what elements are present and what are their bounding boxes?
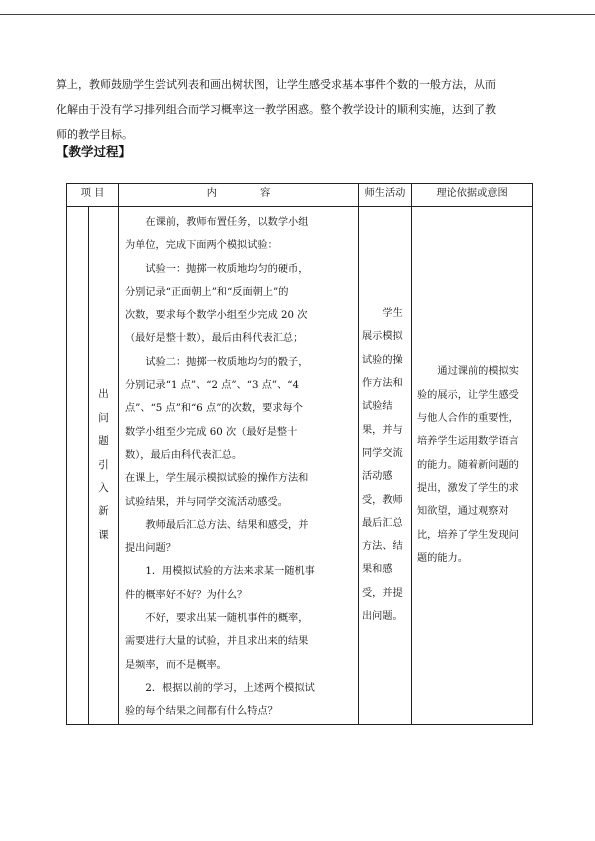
intro-paragraph bbox=[56, 72, 543, 147]
content-line: 提出问题？ bbox=[125, 543, 176, 555]
activity-line: 果，并与 bbox=[362, 424, 403, 436]
content-line: 验的每个结果之间都有什么特点？ bbox=[125, 706, 278, 718]
activity-line: 受，教师 bbox=[362, 494, 403, 506]
theory-text: 通过课前的模拟实验的展示，让学生感受与他人合作的重要性，培养学生运用数学语言的能力。随着新问题的提出，激发了学生的求知欲望，通过观察对比，培养了学生发现问题的能力。 bbox=[417, 366, 519, 564]
item-label-char: 新 bbox=[98, 505, 109, 518]
section-heading: 【教学过程】 bbox=[56, 144, 132, 159]
content-line: 需要进行大量的试验，并且求出来的结果 bbox=[125, 636, 309, 648]
content-line: 试验一：抛掷一枚质地均匀的硬币， bbox=[145, 263, 309, 275]
activity-line: 活动感 bbox=[362, 471, 393, 483]
content-line: 数学小组至少完成 60 次（最好是整十 bbox=[125, 426, 298, 438]
content-line: 件的概率好不好？为什么？ bbox=[125, 589, 248, 601]
activity-line: 作方法和 bbox=[362, 378, 403, 390]
content-line: 数），最后由科代表汇总。 bbox=[125, 449, 243, 461]
activity-line: 受，并提 bbox=[362, 587, 403, 599]
activity-line: 试验结 bbox=[362, 401, 393, 413]
item-label-char: 题 bbox=[98, 435, 109, 448]
content-line: 是频率，而不是概率。 bbox=[125, 659, 227, 671]
item-label-char: 引 bbox=[98, 458, 109, 471]
activity-line: 最后汇总 bbox=[362, 517, 403, 529]
item-label-char: 出 bbox=[98, 388, 109, 401]
header-activity: 师生活动 bbox=[359, 184, 412, 207]
header-rule bbox=[0, 14, 595, 15]
item-label-cell bbox=[89, 207, 119, 725]
item-blank-cell bbox=[67, 207, 89, 725]
content-line: 试验结果，并与同学交流活动感受。 bbox=[125, 496, 288, 508]
table-header-row bbox=[67, 184, 533, 207]
intro-line: 师的教学目标。 bbox=[56, 128, 133, 141]
content-line: 试验二：抛掷一枚质地均匀的骰子， bbox=[145, 356, 309, 368]
content-line: 2．根据以前的学习，上述两个模拟试 bbox=[145, 682, 315, 694]
content-line: 次数，要求每个数学小组至少完成 20 次 bbox=[125, 310, 308, 322]
header-item: 项 目 bbox=[67, 184, 119, 207]
item-label-char: 课 bbox=[98, 528, 109, 541]
content-line: 不好，要求出某一随机事件的概率， bbox=[145, 613, 309, 625]
intro-line: 算上，教师鼓励学生尝试列表和画出树状图，让学生感受求基本事件个数的一般方法，从而 bbox=[56, 78, 496, 91]
activity-line: 试验的操 bbox=[362, 354, 403, 366]
theory-cell bbox=[412, 207, 533, 725]
activity-line: 展示模拟 bbox=[362, 331, 403, 343]
activity-line: 同学交流 bbox=[362, 447, 403, 459]
table-row bbox=[67, 207, 533, 725]
lesson-process-table bbox=[66, 183, 533, 725]
activity-line: 出问题。 bbox=[362, 611, 403, 623]
activity-line: 果和感 bbox=[362, 564, 393, 576]
content-line: 分别记录“正面朝上”和“反面朝上”的 bbox=[125, 286, 289, 298]
content-line: 点”、“5 点”和“6 点”的次数，要求每个 bbox=[125, 403, 303, 415]
content-cell bbox=[119, 207, 359, 725]
content-line: 教师最后汇总方法、结果和感受，并 bbox=[145, 519, 309, 531]
activity-line: 学生 bbox=[382, 308, 403, 320]
content-line: （最好是整十数），最后由科代表汇总； bbox=[125, 333, 304, 345]
header-content: 内 容 bbox=[119, 184, 359, 207]
header-theory: 理论依据或意图 bbox=[412, 184, 533, 207]
content-line: 在课上，学生展示模拟试验的操作方法和 bbox=[125, 473, 309, 485]
activity-line: 方法、结 bbox=[362, 541, 403, 553]
content-line: 在课前，教师布置任务，以数学小组 bbox=[145, 217, 309, 228]
content-line: 1．用模拟试验的方法来求某一随机事 bbox=[145, 566, 315, 578]
content-line: 为单位，完成下面两个模拟试验： bbox=[125, 240, 278, 252]
activity-cell bbox=[359, 207, 412, 725]
item-label-char: 问 bbox=[98, 411, 109, 424]
content-line: 分别记录“1 点”、“2 点”、“3 点”、“4 bbox=[125, 380, 299, 392]
item-label-char: 入 bbox=[98, 481, 109, 494]
intro-line: 化解由于没有学习排列组合而学习概率这一教学困惑。整个教学设计的顺利实施，达到了教 bbox=[56, 103, 496, 116]
